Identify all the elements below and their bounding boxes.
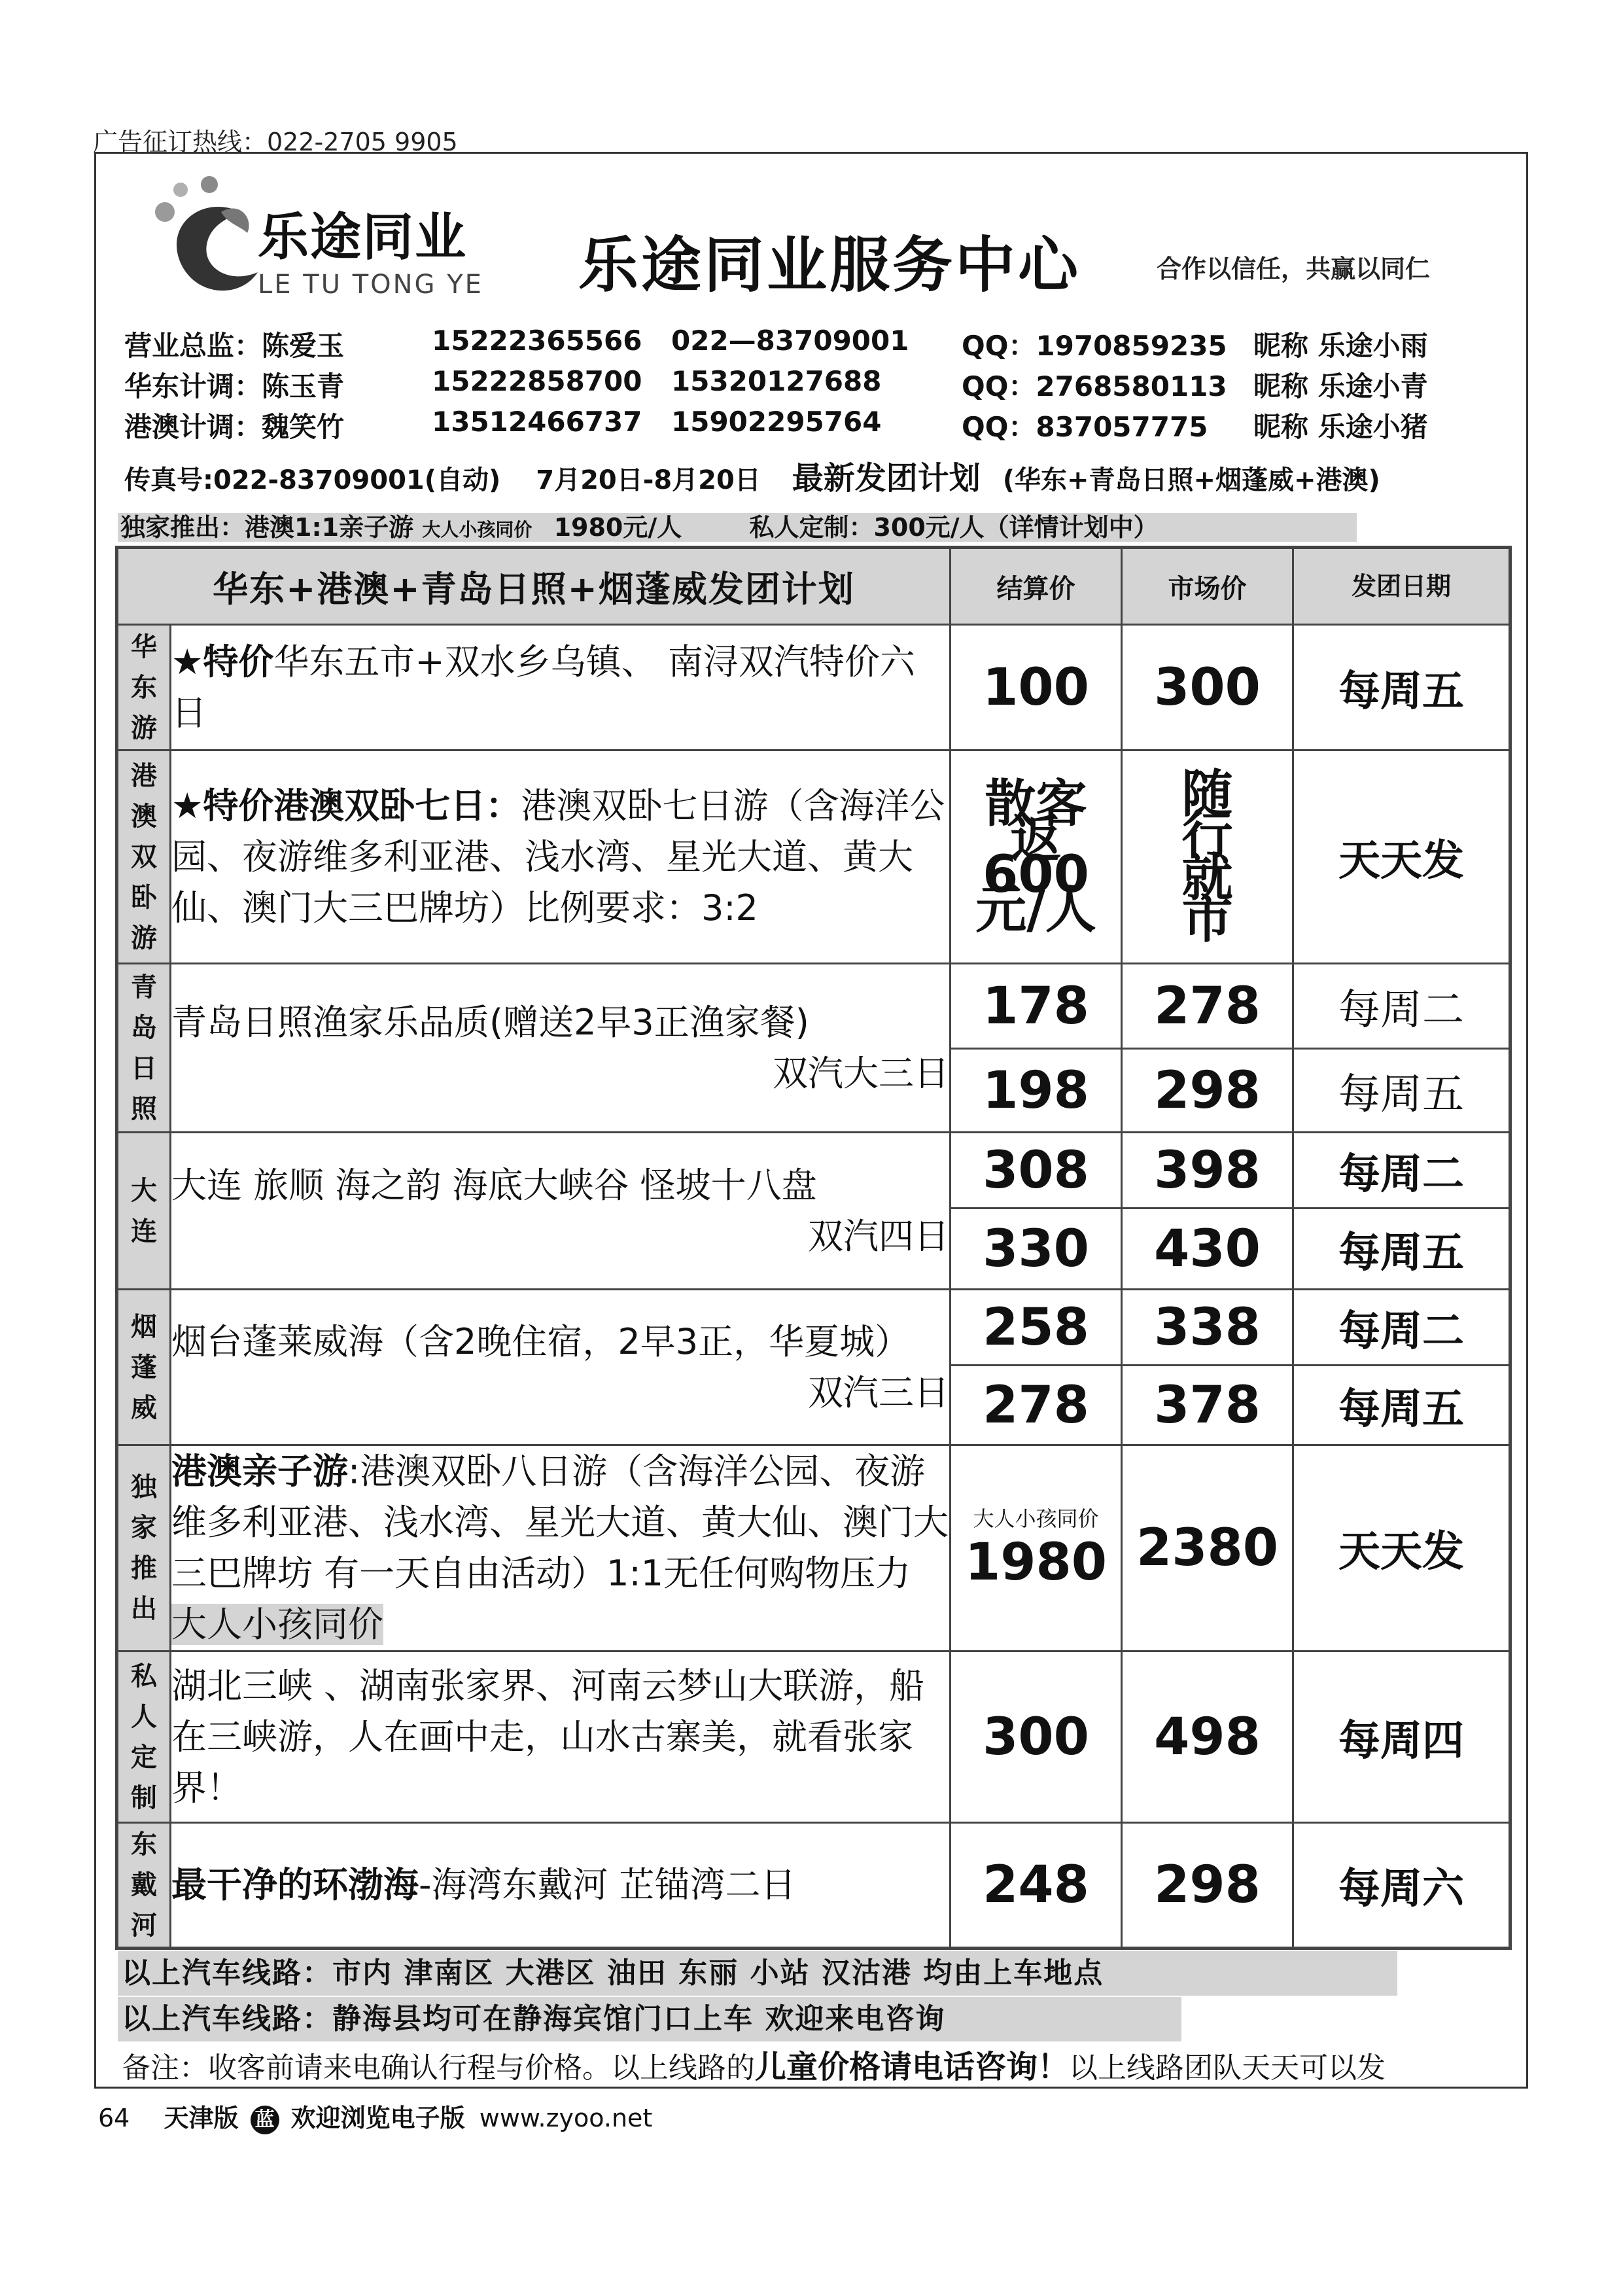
settle-price: 178 (951, 964, 1122, 1049)
contact-nick: 昵称 乐途小青 (1253, 370, 1428, 402)
depart-day: 每周六 (1293, 1823, 1510, 1949)
depart-day: 每周四 (1293, 1651, 1510, 1823)
depart-day: 天天发 (1293, 751, 1510, 964)
exclusive-note: 大人小孩同价 (422, 519, 532, 540)
row-category: 烟蓬威 (117, 1290, 171, 1445)
plan-title: 最新发团计划 (792, 460, 981, 497)
market-price: 298 (1122, 1823, 1293, 1949)
contact-role: 港澳计调：魏笑竹 (124, 411, 345, 443)
row-category: 东戴河 (117, 1823, 171, 1949)
date-range: 7月20日-8月20日 (536, 465, 761, 495)
row-category: 私人定制 (117, 1651, 171, 1823)
settle-price: 330 (951, 1209, 1122, 1290)
market-price: 298 (1122, 1049, 1293, 1133)
row-duration: 双汽三日 (808, 1371, 949, 1413)
row-description: 青岛日照渔家乐品质(赠送2早3正渔家餐) 双汽大三日 (171, 964, 951, 1133)
bus-line-note: 以上汽车线路：市内 津南区 大港区 油田 东丽 小站 汉沽港 均由上车地点 (118, 1951, 1397, 1996)
market-price: 2380 (1122, 1445, 1293, 1651)
settle-price: 258 (951, 1290, 1122, 1366)
blue-badge-icon: 蓝 (251, 2106, 279, 2134)
table-row (117, 964, 1510, 1049)
table-title: 华东+港澳+青岛日照+烟蓬威发团计划 (117, 548, 951, 625)
contact-phone: 15320127688 (671, 365, 882, 397)
row-category: 独家推出 (117, 1445, 171, 1651)
contact-phone: 15902295764 (671, 406, 882, 438)
row-category: 青岛日照 (117, 964, 171, 1133)
row-category: 港澳双卧游 (117, 751, 171, 964)
col-settle-price: 结算价 (951, 548, 1122, 625)
row-description: 湖北三峡 、湖南张家界、河南云梦山大联游，船在三峡游，人在画中走，山水古寨美，就看张家界！ (171, 1651, 951, 1823)
row-description: ★特价华东五市+双水乡乌镇、 南浔双汽特价六日 (171, 625, 951, 751)
depart-day: 每周二 (1293, 1290, 1510, 1366)
row-highlight: ★特价 (171, 641, 274, 682)
market-price: 430 (1122, 1209, 1293, 1290)
row-description: ★特价港澳双卧七日：港澳双卧七日游（含海洋公园、夜游维多利亚港、浅水湾、星光大道、黄大仙、澳门大三巴牌坊）比例要求：3:2 (171, 751, 951, 964)
row-highlight: 最干净的环渤海 (171, 1864, 419, 1905)
logo-name: 乐途同业 (258, 208, 468, 267)
table-row (117, 1445, 1510, 1651)
table-row (117, 1823, 1510, 1949)
contact-qq: QQ：837057775 (962, 411, 1208, 443)
edition-label: 天津版 (164, 2104, 239, 2132)
row-tag: 大人小孩同价 (171, 1604, 383, 1645)
tour-schedule-table (115, 546, 1512, 1950)
row-highlight: 港澳亲子游 (171, 1451, 348, 1492)
contact-role: 营业总监：陈爱玉 (124, 330, 345, 362)
contact-nick: 昵称 乐途小猪 (1253, 411, 1428, 443)
settle-price: 100 (951, 625, 1122, 751)
table-row (117, 751, 1510, 964)
row-category: 华东游 (117, 625, 171, 751)
col-depart-date: 发团日期 (1293, 548, 1510, 625)
contact-role: 华东计调：陈玉青 (124, 370, 345, 402)
table-row (117, 1290, 1510, 1366)
market-price: 随行就市 (1122, 751, 1293, 964)
contact-row (124, 325, 1498, 361)
contact-row (124, 365, 1498, 402)
custom-price: 私人定制：300元/人（详情计划中） (749, 513, 1159, 542)
row-description: 港澳亲子游:港澳双卧八日游（含海洋公园、夜游维多利亚港、浅水湾、星光大道、黄大仙、澳门大三巴牌坊 有一天自由活动）1:1无任何购物压力 大人小孩同价 (171, 1445, 951, 1651)
logo-subtitle: LE TU TONG YE (258, 270, 483, 300)
settle-price: 308 (951, 1133, 1122, 1209)
row-duration: 双汽大三日 (773, 1052, 949, 1094)
contact-mobile: 15222365566 (432, 325, 642, 357)
ad-hotline: 广告征订热线：022-2705 9905 (93, 128, 458, 156)
table-row (117, 625, 1510, 751)
settle-price: 198 (951, 1049, 1122, 1133)
market-price: 300 (1122, 625, 1293, 751)
row-category: 大连 (117, 1133, 171, 1290)
depart-day: 每周五 (1293, 1366, 1510, 1445)
remark-highlight: 儿童价格请电话咨询！ (755, 2049, 1070, 2085)
settle-note: 大人小孩同价 (973, 1506, 1099, 1531)
contact-phone: 022—83709001 (671, 325, 909, 357)
table-row (117, 1133, 1510, 1209)
row-description: 大连 旅顺 海之韵 海底大峡谷 怪坡十八盘 双汽四日 (171, 1133, 951, 1290)
row-duration: 双汽四日 (808, 1215, 949, 1257)
plan-scope: (华东+青岛日照+烟蓬威+港澳) (1002, 465, 1380, 495)
remark-note: 备注：收客前请来电确认行程与价格。以上线路的儿童价格请电话咨询！以上线路团队天天可以发 (122, 2049, 1386, 2085)
depart-day: 每周二 (1293, 1133, 1510, 1209)
exclusive-price: 1980元/人 (553, 513, 682, 542)
row-description: 烟台蓬莱威海（含2晚住宿，2早3正，华夏城） 双汽三日 (171, 1290, 951, 1445)
bus-line-note: 以上汽车线路：静海县均可在静海宾馆门口上车 欢迎来电咨询 (118, 1997, 1181, 2041)
market-price: 338 (1122, 1290, 1293, 1366)
settle-price: 散客返600元/人 (951, 751, 1122, 964)
market-price: 378 (1122, 1366, 1293, 1445)
page-footer (98, 2098, 652, 2134)
company-title: 乐途同业服务中心 (578, 230, 1081, 300)
browse-label: 欢迎浏览电子版 (290, 2104, 465, 2132)
settle-price: 278 (951, 1366, 1122, 1445)
row-description: 最干净的环渤海-海湾东戴河 芷锚湾二日 (171, 1823, 951, 1949)
market-price: 498 (1122, 1651, 1293, 1823)
contact-qq: QQ：2768580113 (962, 370, 1227, 402)
settle-price: 大人小孩同价 1980 (951, 1445, 1122, 1651)
contact-qq: QQ：1970859235 (962, 330, 1227, 362)
exclusive-banner (118, 513, 1357, 542)
table-row (117, 1651, 1510, 1823)
market-price: 398 (1122, 1133, 1293, 1209)
slogan: 合作以信任，共赢以同仁 (1157, 255, 1431, 283)
exclusive-title: 独家推出：港澳1:1亲子游 (120, 513, 414, 542)
market-price: 278 (1122, 964, 1293, 1049)
fax-number: 传真号:022-83709001(自动) (124, 465, 501, 495)
contact-row (124, 406, 1498, 442)
page-number: 64 (98, 2104, 130, 2132)
site-url[interactable]: www.zyoo.net (479, 2104, 653, 2132)
contact-nick: 昵称 乐途小雨 (1253, 330, 1428, 362)
depart-day: 每周五 (1293, 1049, 1510, 1133)
col-market-price: 市场价 (1122, 548, 1293, 625)
depart-day: 每周五 (1293, 1209, 1510, 1290)
depart-day: 每周二 (1293, 964, 1510, 1049)
fax-line (124, 453, 1380, 498)
contact-mobile: 13512466737 (432, 406, 642, 438)
row-highlight: ★特价港澳双卧七日： (171, 785, 521, 826)
contact-mobile: 15222858700 (432, 365, 642, 397)
depart-day: 每周五 (1293, 625, 1510, 751)
depart-day: 天天发 (1293, 1445, 1510, 1651)
settle-price: 300 (951, 1651, 1122, 1823)
table-header-row (117, 548, 1510, 625)
settle-price: 248 (951, 1823, 1122, 1949)
